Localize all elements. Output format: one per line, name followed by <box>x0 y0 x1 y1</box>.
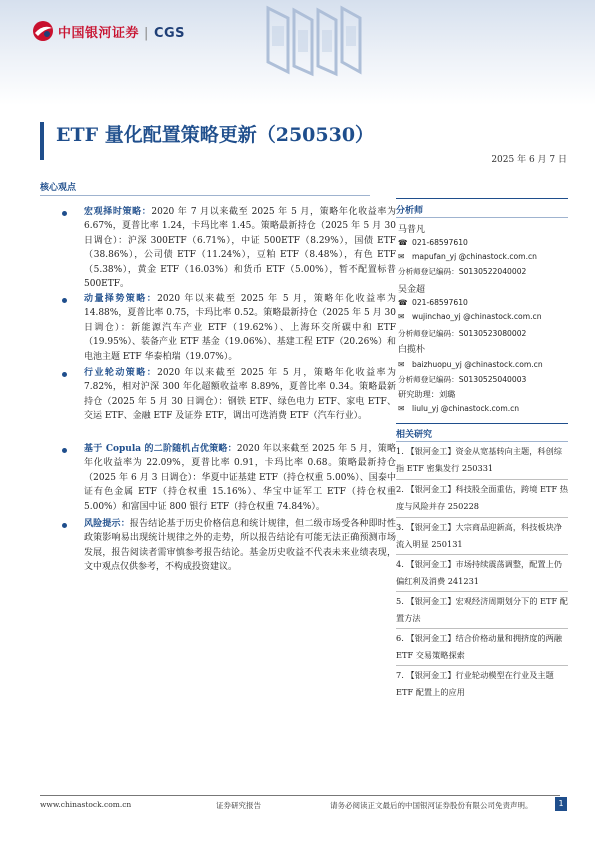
related-top-rule <box>396 423 568 424</box>
analyst-reg-code: 分析师登记编码：S0130522040002 <box>398 267 527 276</box>
analyst-heading: 分析师 <box>396 206 424 216</box>
analyst-name: 白揽朴 <box>398 345 426 355</box>
related-item-6[interactable]: 6. 【银河金工】结合价格动量和拥挤度的两融 ETF 交易策略探索 <box>396 633 562 660</box>
analyst-name: 马普凡 <box>398 225 426 235</box>
related-item-3[interactable]: 3. 【银河金工】大宗商品迎新高，科技板块净流入明显 250131 <box>396 522 562 549</box>
related-divider <box>396 554 568 555</box>
analyst-email[interactable] <box>398 312 542 321</box>
analyst-top-rule <box>396 198 568 199</box>
phone-number: 021-68597610 <box>412 298 468 307</box>
analyst-name: 吴金超 <box>398 285 426 295</box>
bullet-body: 2020 年 7 月以来截至 2025 年 5 月，策略年化收益率为 6.67%，夏普比率 1.24，卡玛比率 1.45。策略最新持仓（2025 年 5 月 30 日调仓）：沪深 300ETF（6.71%），中证 500ETF（8.29%），国债 ETF（38.86%），公司债 ETF（11.24%），豆粕 ETF（8.48%），有色 ETF（5.38%），黄金 ETF（16.03%）和货币 ETF（5.00%），暂不配置标普 500ETF。 <box>84 207 396 290</box>
bullet-dot-icon <box>62 523 67 528</box>
bullet-text <box>84 205 396 291</box>
bullet-text <box>84 442 396 514</box>
mail-icon: ✉ <box>398 404 405 413</box>
bullet-body: 报告结论基于历史价格信息和统计规律，但二级市场受各种即时性政策影响易出现统计规律之外的走势，所以报告结论有可能无法正确预测市场发展，报告阅读者需审慎参考报告结论。基金历史收益不代表未来业绩表现，文中观点仅供参考，不构成投资建议。 <box>84 519 396 573</box>
core-view-heading: 核心观点 <box>40 183 77 193</box>
analyst-phone <box>398 238 468 247</box>
bullet-text <box>84 366 396 424</box>
report-date: 2025 年 6 月 7 日 <box>491 155 567 165</box>
analyst-reg-code: 分析师登记编码：S0130523080002 <box>398 329 527 338</box>
phone-icon: ☎ <box>398 298 408 307</box>
bullet-lead: 风险提示： <box>84 519 130 529</box>
analyst-email[interactable] <box>398 360 543 369</box>
footer-disclaimer: 请务必阅读正文最后的中国银河证券股份有限公司免责声明。 <box>330 801 533 810</box>
footer-website[interactable]: www.chinastock.com.cn <box>40 800 132 809</box>
footer-doc-type: 证券研究报告 <box>216 801 261 810</box>
bullet-body: 2020 年以来截至 2025 年 5 月，策略年化收益率为 7.82%，相对沪深 300 年化超额收益率 8.89%，夏普比率 0.34。策略最新持仓（2025 年 5 月 30 日调仓）：钢铁 ETF、绿色电力 ETF、家电 ETF、交运 ETF、金融 ETF 及证券 ETF，调出可选消费 ETF（汽车行业）。 <box>84 368 396 422</box>
bullet-lead: 宏观择时策略： <box>84 207 152 217</box>
galaxy-logo-icon <box>32 20 54 42</box>
page-number: 1 <box>555 797 567 811</box>
related-divider <box>396 479 568 480</box>
cgs-watermark-art <box>258 0 368 80</box>
related-item-2[interactable]: 2. 【银河金工】科技股全面重估，跨境 ETF 热度与风险并存 250228 <box>396 484 568 511</box>
bullet-body: 2020 年以来截至 2025 年 5 月，策略年化收益率为 14.88%，夏普比率 0.75，卡玛比率 0.52。策略最新持仓（2025 年 5 月 30 日调仓）：新能源汽车产业 ETF（19.62%）、上海环交所碳中和 ETF（19.95%）、装备产业 ETF 基金（19.06%）、基建工程 ETF（20.26%）和电池主题 ETF 华泰柏瑞（19.07%）。 <box>84 294 396 362</box>
footer-rule <box>40 795 560 796</box>
bullet-text <box>84 292 396 364</box>
report-title: ETF 量化配置策略更新（250530） <box>56 124 375 146</box>
mail-icon: ✉ <box>398 312 405 321</box>
core-view-rule <box>40 195 370 196</box>
title-accent-bar <box>40 122 44 160</box>
related-item-1[interactable]: 1. 【银河金工】资金从宽基转向主题，科创综指 ETF 密集发行 250331 <box>396 446 562 473</box>
analyst-reg-code: 分析师登记编码：S0130525040003 <box>398 375 527 384</box>
logo-cgs: CGS <box>153 26 186 41</box>
bullet-dot-icon <box>62 372 67 377</box>
related-item-4[interactable]: 4. 【银河金工】市场持续震荡调整，配置上仍偏红利及消费 241231 <box>396 559 562 586</box>
bullet-text <box>84 517 396 575</box>
related-divider <box>396 517 568 518</box>
related-item-7[interactable]: 7. 【银河金工】行业轮动模型在行业及主题 ETF 配置上的应用 <box>396 670 554 697</box>
related-divider <box>396 628 568 629</box>
bullet-lead: 基于 Copula 的二阶随机占优策略： <box>84 444 237 454</box>
phone-number: 021-68597610 <box>412 238 468 247</box>
analyst-email[interactable] <box>398 252 537 261</box>
mail-icon: ✉ <box>398 252 405 261</box>
research-assistant: 研究助理：刘璐 <box>398 389 456 399</box>
mail-icon: ✉ <box>398 360 405 369</box>
analyst-phone <box>398 298 468 307</box>
related-divider <box>396 665 568 666</box>
bullet-dot-icon <box>62 211 67 216</box>
analyst-heading-rule <box>396 217 568 218</box>
email-address[interactable]: mapufan_yj @chinastock.com.cn <box>412 252 537 261</box>
related-heading: 相关研究 <box>396 430 433 440</box>
bullet-body: 2020 年以来截至 2025 年 5 月，策略年化收益率为 22.09%，夏普比率 0.91，卡玛比率 0.68。策略最新持仓（2025 年 6 月 3 日调仓）：华夏中证基建 ETF（持仓权重 5.00%）、国泰中证有色金属 ETF（持仓权重 15.16%）、华宝中证军工 ETF（持仓权重 5.00%）和富国中证 800 银行 ETF（持仓权重 74.84%）。 <box>84 444 396 512</box>
logo-separator: | <box>144 26 149 41</box>
email-address[interactable]: baizhuopu_yj @chinastock.com.cn <box>412 360 543 369</box>
related-heading-rule <box>396 441 568 442</box>
bullet-lead: 行业轮动策略： <box>84 368 158 378</box>
bullet-dot-icon <box>62 448 67 453</box>
company-logo-text <box>58 22 185 41</box>
logo-chinese-name: 中国银河证券 <box>58 26 140 41</box>
assistant-email[interactable] <box>398 404 519 413</box>
email-address[interactable]: liulu_yj @chinastock.com.cn <box>412 404 520 413</box>
related-item-5[interactable]: 5. 【银河金工】宏观经济周期划分下的 ETF 配置方法 <box>396 596 568 623</box>
related-divider <box>396 591 568 592</box>
bullet-dot-icon <box>62 298 67 303</box>
bullet-lead: 动量择势策略： <box>84 294 158 304</box>
phone-icon: ☎ <box>398 238 408 247</box>
email-address[interactable]: wujinchao_yj @chinastock.com.cn <box>412 312 542 321</box>
